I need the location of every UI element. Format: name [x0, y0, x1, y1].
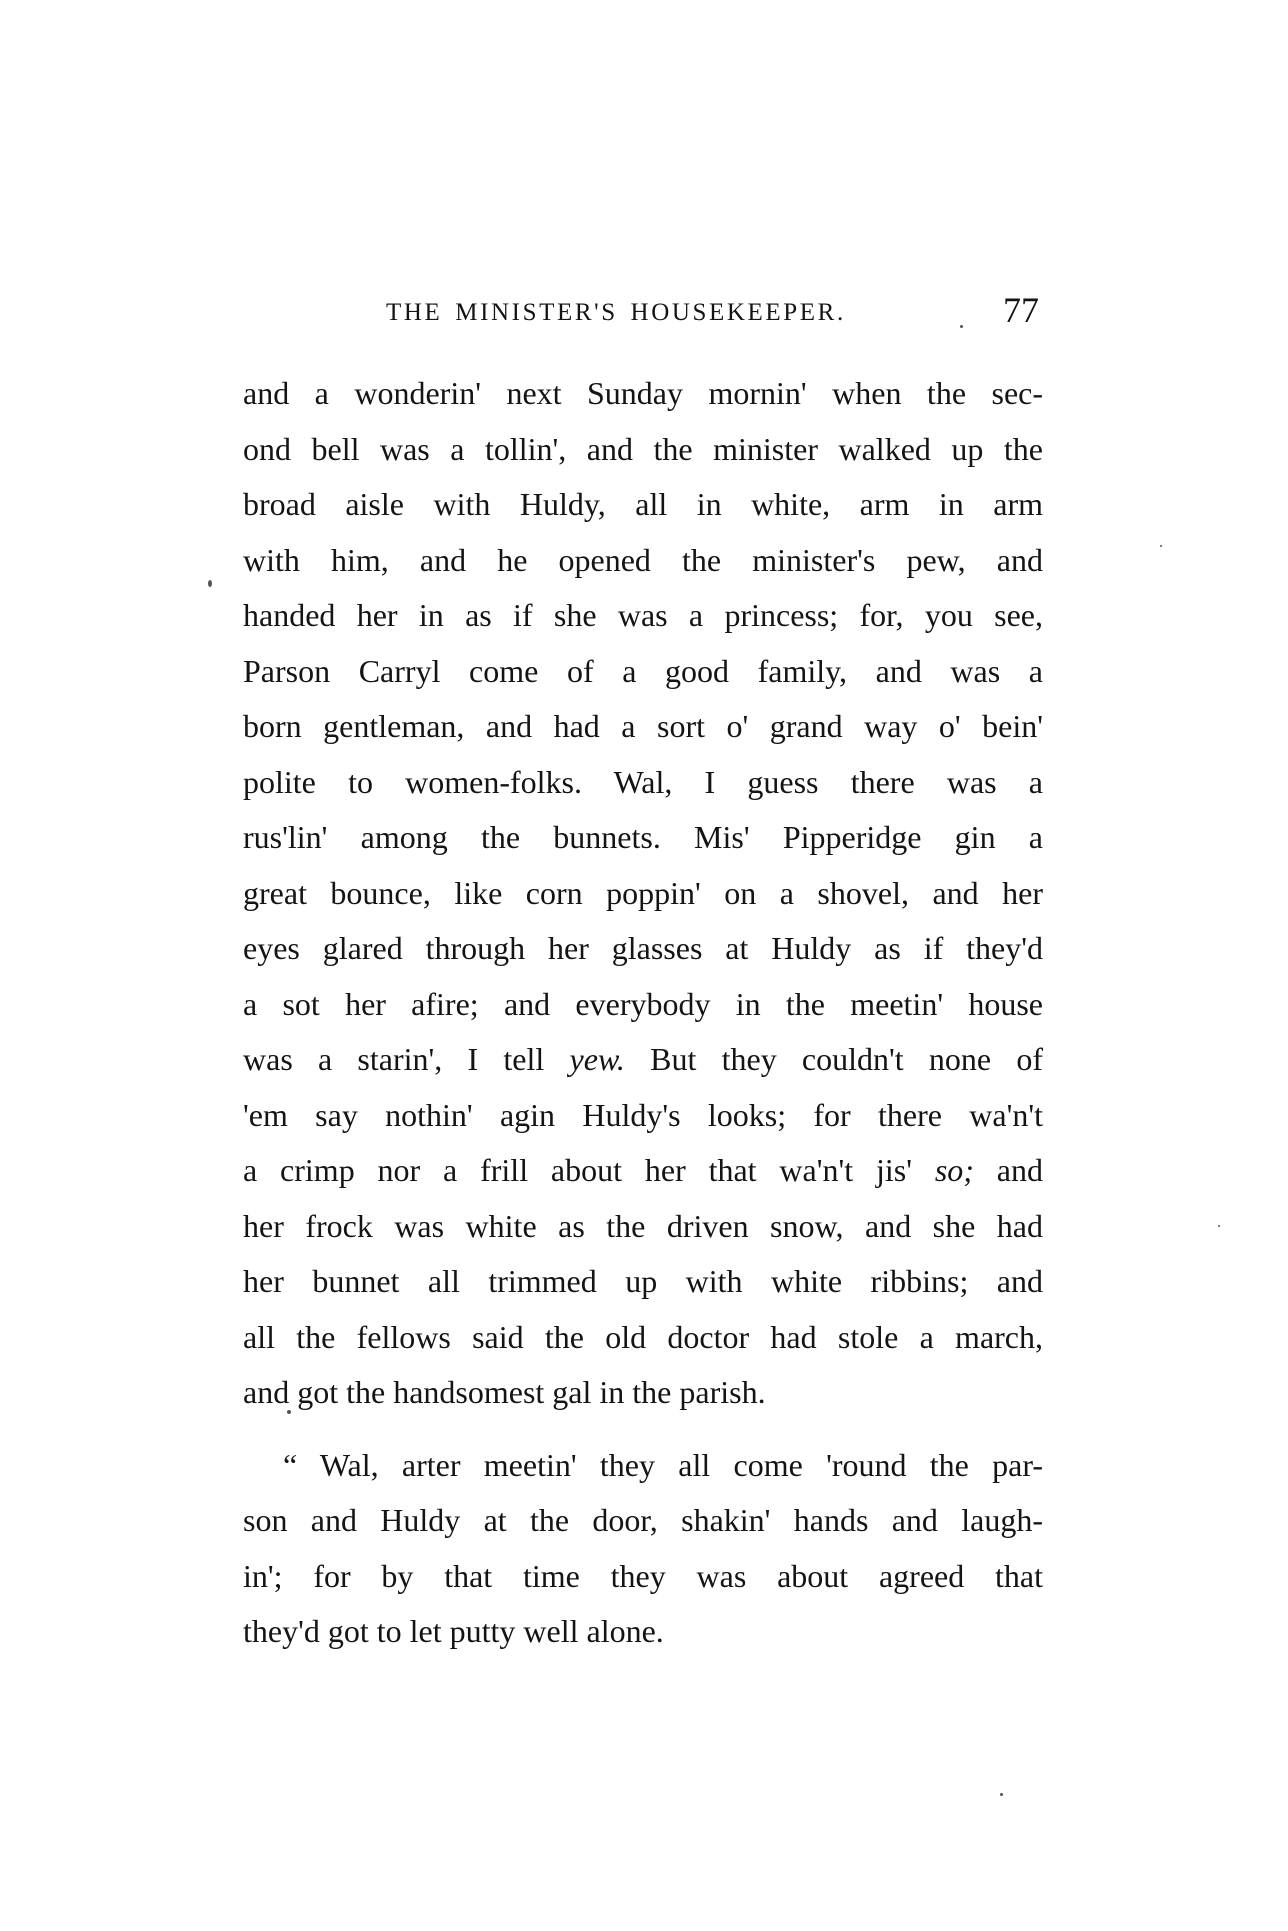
ink-speck — [1218, 1225, 1220, 1227]
text-line: all the fellows said the old doctor had stole a march, — [243, 1318, 1043, 1355]
text-line: great bounce, like corn poppin' on a shovel, and her — [243, 874, 1043, 911]
text-line: son and Huldy at the door, shakin' hands and laugh- — [243, 1502, 1043, 1538]
ink-speck — [208, 580, 212, 587]
text-line: “ Wal, arter meetin' they all come 'round the par- — [283, 1446, 1043, 1483]
text-segment: was a starin', I tell — [243, 1041, 570, 1077]
text-line: ond bell was a tollin', and the minister walked up the — [243, 430, 1043, 467]
text-line — [243, 1143, 1043, 1199]
text-line: Parson Carryl come of a good family, and was a — [243, 652, 1043, 689]
text-line — [243, 1032, 1043, 1088]
ink-speck — [287, 1410, 291, 1414]
text-line: and a wonderin' next Sunday mornin' when the sec- — [243, 375, 1043, 411]
text-line: they'd got to let putty well alone. — [243, 1613, 664, 1649]
text-line: and got the handsomest gal in the parish. — [243, 1374, 766, 1410]
text-line: handed her in as if she was a princess; for, you see, — [243, 597, 1043, 633]
body-text — [243, 366, 1043, 1660]
text-segment: a crimp nor a frill about her that wa'n't jis' — [243, 1152, 935, 1188]
text-line: born gentleman, and had a sort o' grand way o' bein' — [243, 708, 1043, 744]
text-line: her bunnet all trimmed up with white ribbins; and — [243, 1263, 1043, 1299]
text-line: in'; for by that time they was about agreed that — [243, 1557, 1043, 1594]
running-title: THE MINISTER'S HOUSEKEEPER. — [386, 299, 846, 326]
text-line: eyes glared through her glasses at Huldy as if they'd — [243, 930, 1043, 966]
text-line: a sot her afire; and everybody in the meetin' house — [243, 985, 1043, 1022]
text-line: rus'lin' among the bunnets. Mis' Pipperidge gin a — [243, 819, 1043, 855]
italic-word: yew. — [569, 1041, 625, 1077]
paragraph-gap — [243, 1421, 1043, 1438]
paragraph-1 — [243, 366, 1043, 1421]
ink-speck — [1160, 545, 1162, 547]
text-segment: and — [973, 1152, 1044, 1188]
ink-speck — [1000, 1793, 1003, 1796]
ink-speck — [960, 325, 963, 328]
text-line: polite to women-folks. Wal, I guess there was a — [243, 763, 1043, 800]
running-head — [243, 283, 1043, 330]
text-line: with him, and he opened the minister's pew, and — [243, 541, 1043, 578]
text-segment: But they couldn't none of — [624, 1041, 1044, 1077]
text-line: her frock was white as the driven snow, and she had — [243, 1207, 1043, 1244]
text-line: 'em say nothin' agin Huldy's looks; for there wa'n't — [243, 1096, 1043, 1133]
text-line: broad aisle with Huldy, all in white, arm in arm — [243, 486, 1043, 522]
page-number: 77 — [1003, 290, 1039, 330]
paragraph-2 — [243, 1438, 1043, 1660]
italic-word: so; — [934, 1152, 974, 1188]
